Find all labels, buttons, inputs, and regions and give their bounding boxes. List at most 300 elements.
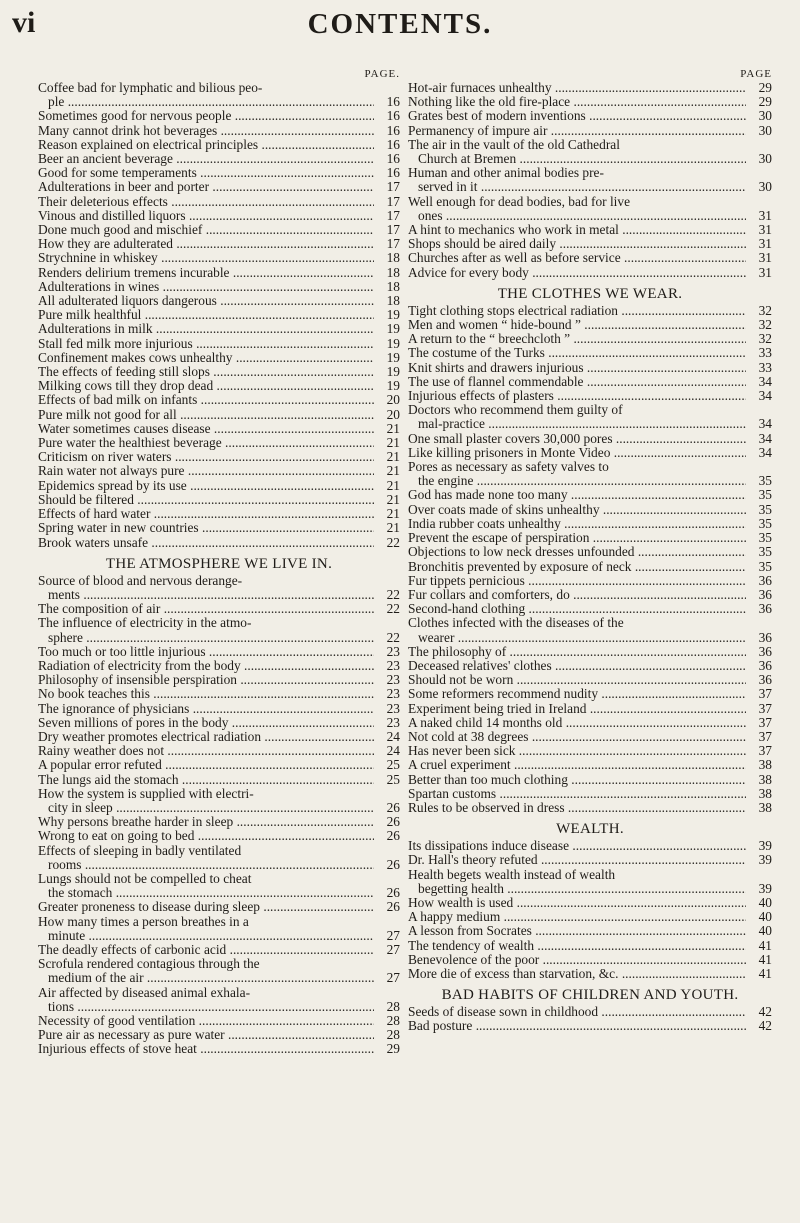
toc-entry-text: Spartan customs ..... — [408, 787, 746, 801]
toc-entry[interactable] — [38, 493, 400, 507]
toc-entry-text: Pure milk healthful ..... — [38, 308, 374, 322]
toc-entry[interactable] — [408, 417, 772, 431]
toc-entry-text: Wrong to eat on going to bed ..... — [38, 829, 374, 843]
toc-entry[interactable] — [38, 308, 400, 322]
toc-entry[interactable] — [38, 294, 400, 308]
toc-entry[interactable] — [408, 631, 772, 645]
toc-entry-page: 22 — [386, 534, 400, 550]
toc-entry[interactable] — [408, 758, 772, 772]
toc-entry[interactable] — [38, 730, 400, 744]
toc-entry-page: 16 — [386, 94, 400, 110]
toc-entry-page: 27 — [386, 941, 400, 957]
toc-entry[interactable] — [408, 531, 772, 545]
toc-entry-text: The tendency of wealth ..... — [408, 939, 746, 953]
toc-entry[interactable] — [38, 687, 400, 701]
toc-entry-text: The air in the vault of the old Cathedral — [408, 136, 620, 152]
toc-entry-page: 16 — [386, 151, 400, 167]
toc-entry-page: 38 — [758, 785, 772, 801]
toc-entry-page: 29 — [386, 1041, 400, 1057]
toc-entry-page: 29 — [758, 94, 772, 110]
toc-entry[interactable] — [38, 365, 400, 379]
toc-entry[interactable] — [408, 560, 772, 574]
toc-entry-text: Not cold at 38 degrees ..... — [408, 730, 746, 744]
toc-entry[interactable] — [408, 730, 772, 744]
toc-entry-page: 31 — [758, 236, 772, 252]
toc-entry-text: No book teaches this ..... — [38, 687, 374, 701]
toc-entry[interactable] — [408, 95, 772, 109]
toc-entry-text: Beer an ancient beverage ..... — [38, 152, 374, 166]
toc-entry[interactable] — [408, 332, 772, 346]
toc-entry[interactable] — [38, 422, 400, 436]
toc-entry[interactable] — [408, 517, 772, 531]
toc-entry-text: Rainy weather does not ..... — [38, 744, 374, 758]
toc-entry-page: 35 — [758, 558, 772, 574]
toc-entry[interactable] — [38, 152, 400, 166]
toc-entry[interactable] — [38, 223, 400, 237]
toc-entry[interactable] — [38, 971, 400, 985]
section-heading: BAD HABITS OF CHILDREN AND YOUTH. — [441, 987, 739, 1004]
toc-entry[interactable] — [408, 602, 772, 616]
toc-entry-text: Shops should be aired daily ..... — [408, 237, 746, 251]
toc-entry[interactable] — [38, 631, 400, 645]
toc-entry[interactable] — [408, 503, 772, 517]
toc-entry-text: Philosophy of insensible perspiration ..... — [38, 673, 374, 687]
toc-entry[interactable] — [38, 180, 400, 194]
toc-entry-page: 26 — [386, 814, 400, 830]
toc-entry[interactable] — [408, 1019, 772, 1033]
toc-entry-page: 41 — [758, 951, 772, 967]
toc-entry-text: The effects of feeding still slops ..... — [38, 365, 374, 379]
toc-entry-text: ple ..... — [38, 95, 374, 109]
toc-entry-text: Their deleterious effects ..... — [38, 195, 374, 209]
toc-entry[interactable] — [38, 858, 400, 872]
toc-entry[interactable] — [408, 787, 772, 801]
toc-entry-text: Pure water the healthiest beverage ..... — [38, 436, 374, 450]
toc-entry-page: 37 — [758, 714, 772, 730]
toc-entry-text: Coffee bad for lymphatic and bilious peo- — [38, 80, 263, 95]
toc-entry-text: Renders delirium tremens incurable ..... — [38, 266, 374, 280]
toc-entry-text: Deceased relatives' clothes ..... — [408, 659, 746, 673]
toc-entry-page: 21 — [386, 520, 400, 536]
toc-entry-page: 19 — [386, 321, 400, 337]
toc-entry-text: Well enough for dead bodies, bad for live — [408, 193, 631, 209]
toc-entry[interactable] — [408, 645, 772, 659]
toc-entry-text: Seven millions of pores in the body ..... — [38, 716, 374, 730]
toc-entry-page: 26 — [386, 899, 400, 915]
toc-entry-page: 36 — [758, 572, 772, 588]
toc-entry-page: 18 — [386, 264, 400, 280]
toc-left-column — [38, 68, 400, 1057]
toc-entry[interactable] — [408, 953, 772, 967]
toc-entry-text: Doctors who recommend them guilty of — [408, 402, 623, 418]
toc-entry-page: 21 — [386, 420, 400, 436]
toc-entry-text: A naked child 14 months old ..... — [408, 716, 746, 730]
toc-entry[interactable] — [38, 138, 400, 152]
toc-entry-text: God has made none too many ..... — [408, 488, 746, 502]
toc-entry-text: Pores as necessary as safety valves to — [408, 459, 609, 475]
toc-entry[interactable] — [408, 152, 772, 166]
toc-entry-text: Dr. Hall's theory refuted ..... — [408, 853, 746, 867]
toc-entry-page: 26 — [386, 856, 400, 872]
toc-entry-text: Human and other animal bodies pre- — [408, 165, 604, 181]
toc-entry-text: More die of excess than starvation, &c. ..... — [408, 967, 746, 981]
toc-entry[interactable] — [408, 744, 772, 758]
toc-entry[interactable] — [408, 209, 772, 223]
toc-entry-text: Knit shirts and drawers injurious ..... — [408, 361, 746, 375]
toc-entry[interactable] — [408, 446, 772, 460]
toc-entry[interactable] — [38, 900, 400, 914]
toc-entry-text: Clothes infected with the diseases of the — [408, 615, 624, 631]
toc-entry[interactable] — [38, 943, 400, 957]
toc-entry-page: 21 — [386, 506, 400, 522]
toc-entry-text: Prevent the escape of perspiration ..... — [408, 531, 746, 545]
toc-entry-text: India rubber coats unhealthy ..... — [408, 517, 746, 531]
toc-entry-page: 39 — [758, 880, 772, 896]
toc-entry-text: ments ..... — [38, 588, 374, 602]
toc-entry-page: 23 — [386, 672, 400, 688]
toc-entry-page: 37 — [758, 743, 772, 759]
toc-entry[interactable] — [38, 602, 400, 616]
toc-entry-page: 36 — [758, 657, 772, 673]
toc-entry[interactable] — [408, 910, 772, 924]
page-column-label: PAGE. — [364, 68, 400, 80]
toc-entry[interactable] — [38, 479, 400, 493]
toc-entry-page: 38 — [758, 757, 772, 773]
toc-entry-text: Should not be worn ..... — [408, 673, 746, 687]
toc-entry[interactable] — [408, 659, 772, 673]
toc-entry[interactable] — [408, 266, 772, 280]
toc-entry-page: 21 — [386, 477, 400, 493]
toc-entry[interactable] — [38, 1014, 400, 1028]
toc-entry-page: 42 — [758, 1018, 772, 1034]
toc-entry-text: Its dissipations induce disease ..... — [408, 839, 746, 853]
toc-entry-page: 23 — [386, 657, 400, 673]
toc-entry-page: 35 — [758, 530, 772, 546]
toc-entry[interactable] — [38, 351, 400, 365]
toc-entry[interactable] — [38, 379, 400, 393]
toc-entry-page: 33 — [758, 359, 772, 375]
toc-entry-text: Hot-air furnaces unhealthy ..... — [408, 81, 746, 95]
toc-entry-text: Milking cows till they drop dead ..... — [38, 379, 374, 393]
toc-entries — [38, 81, 400, 1057]
toc-entry-text: served in it ..... — [408, 180, 746, 194]
toc-entry[interactable] — [38, 659, 400, 673]
toc-entry-page: 39 — [758, 838, 772, 854]
toc-entry-text: Stall fed milk more injurious ..... — [38, 337, 374, 351]
toc-entry-page: 22 — [386, 586, 400, 602]
toc-entry-page: 17 — [386, 222, 400, 238]
toc-entry[interactable] — [38, 237, 400, 251]
toc-entry-text: Should be filtered ..... — [38, 493, 374, 507]
toc-entry[interactable] — [408, 939, 772, 953]
toc-entry-text: Benevolence of the poor ..... — [408, 953, 746, 967]
toc-entry-page: 40 — [758, 894, 772, 910]
toc-entry-text: Bronchitis prevented by exposure of neck ..... — [408, 560, 746, 574]
toc-entry-text: Fur collars and comforters, do ..... — [408, 588, 746, 602]
toc-entry-text: Why persons breathe harder in sleep ..... — [38, 815, 374, 829]
toc-entry[interactable] — [38, 702, 400, 716]
toc-entry-text: Radiation of electricity from the body ..... — [38, 659, 374, 673]
toc-entry-page: 31 — [758, 222, 772, 238]
toc-entry-page: 38 — [758, 799, 772, 815]
toc-entry[interactable] — [38, 1000, 400, 1014]
toc-entry-page: 30 — [758, 108, 772, 124]
section-heading: THE ATMOSPHERE WE LIVE IN. — [105, 555, 333, 572]
toc-entry[interactable] — [408, 361, 772, 375]
toc-entry-text: Men and women “ hide-bound ” ..... — [408, 318, 746, 332]
toc-entry[interactable] — [38, 716, 400, 730]
toc-entry-text: The costume of the Turks ..... — [408, 346, 746, 360]
toc-entry-page: 41 — [758, 965, 772, 981]
toc-entry[interactable] — [408, 389, 772, 403]
toc-entry[interactable] — [408, 588, 772, 602]
toc-entry[interactable] — [38, 195, 400, 209]
toc-entry[interactable] — [38, 464, 400, 478]
toc-entry-page: 31 — [758, 250, 772, 266]
toc-entry[interactable] — [408, 237, 772, 251]
toc-entry-text: Nothing like the old fire-place ..... — [408, 95, 746, 109]
toc-entry-text: Necessity of good ventilation ..... — [38, 1014, 374, 1028]
toc-entry[interactable] — [38, 507, 400, 521]
toc-entry-text: A popular error refuted ..... — [38, 758, 374, 772]
toc-entry[interactable] — [38, 450, 400, 464]
toc-entry-page: 22 — [386, 629, 400, 645]
toc-entry[interactable] — [38, 408, 400, 422]
toc-entry-text: Good for some temperaments ..... — [38, 166, 374, 180]
toc-entry[interactable] — [38, 95, 400, 109]
toc-entry-text: A cruel experiment ..... — [408, 758, 746, 772]
toc-entry[interactable] — [38, 1028, 400, 1042]
toc-entry-page: 20 — [386, 406, 400, 422]
toc-entry-text: How many times a person breathes in a — [38, 913, 249, 929]
page-title: CONTENTS. — [307, 8, 493, 40]
toc-entry-text: Dry weather promotes electrical radiation ..... — [38, 730, 374, 744]
toc-entries — [408, 81, 772, 1034]
toc-entry[interactable] — [408, 673, 772, 687]
toc-entry-text: Source of blood and nervous derange- — [38, 572, 243, 588]
toc-entry-page: 36 — [758, 643, 772, 659]
toc-entry-text: All adulterated liquors dangerous ..... — [38, 294, 374, 308]
toc-entry-page: 27 — [386, 927, 400, 943]
toc-entry[interactable] — [38, 209, 400, 223]
toc-entry-page: 21 — [386, 491, 400, 507]
toc-entry-text: Adulterations in wines ..... — [38, 280, 374, 294]
toc-entry-page: 32 — [758, 331, 772, 347]
toc-entry[interactable] — [408, 801, 772, 815]
toc-entry[interactable] — [408, 1005, 772, 1019]
toc-entry[interactable] — [38, 280, 400, 294]
toc-entry-text: Church at Bremen ..... — [408, 152, 746, 166]
toc-entry-page: 18 — [386, 250, 400, 266]
toc-entry[interactable] — [408, 773, 772, 787]
toc-entry-page: 42 — [758, 1004, 772, 1020]
toc-entry-page: 36 — [758, 601, 772, 617]
toc-entry-page: 32 — [758, 302, 772, 318]
toc-entry[interactable] — [408, 882, 772, 896]
toc-entry-text: Brook waters unsafe ..... — [38, 536, 374, 550]
page-column-label: PAGE — [740, 68, 772, 80]
toc-entry-text: Pure air as necessary as pure water ..... — [38, 1028, 374, 1042]
toc-entry[interactable] — [38, 673, 400, 687]
toc-entry-page: 19 — [386, 349, 400, 365]
toc-entry-text: How the system is supplied with electri- — [38, 785, 254, 801]
toc-entry-page: 36 — [758, 586, 772, 602]
toc-entry-page: 20 — [386, 392, 400, 408]
toc-entry[interactable] — [408, 574, 772, 588]
toc-entry-text: Like killing prisoners in Monte Video ..... — [408, 446, 746, 460]
toc-entry[interactable] — [38, 266, 400, 280]
section-heading: WEALTH. — [556, 821, 624, 838]
toc-entry-text: minute ..... — [38, 929, 374, 943]
toc-entry-text: Spring water in new countries ..... — [38, 521, 374, 535]
toc-entry[interactable] — [408, 488, 772, 502]
toc-entry[interactable] — [38, 929, 400, 943]
toc-entry-text: Churches after as well as before service ..... — [408, 251, 746, 265]
toc-entry[interactable] — [38, 393, 400, 407]
toc-entry[interactable] — [38, 773, 400, 787]
toc-entry[interactable] — [38, 886, 400, 900]
toc-entry-text: Effects of hard water ..... — [38, 507, 374, 521]
toc-entry-text: Fur tippets pernicious ..... — [408, 574, 746, 588]
toc-entry[interactable] — [408, 180, 772, 194]
toc-entry[interactable] — [38, 744, 400, 758]
toc-entry-text: Epidemics spread by its use ..... — [38, 479, 374, 493]
toc-entry-page: 37 — [758, 686, 772, 702]
toc-entry-page: 39 — [758, 852, 772, 868]
toc-entry-text: One small plaster covers 30,000 pores ..... — [408, 432, 746, 446]
toc-entry[interactable] — [38, 166, 400, 180]
toc-entry-page: 29 — [758, 80, 772, 95]
toc-entry[interactable] — [408, 223, 772, 237]
toc-entry-text: sphere ..... — [38, 631, 374, 645]
toc-entry-text: Over coats made of skins unhealthy ..... — [408, 503, 746, 517]
toc-entry[interactable] — [38, 758, 400, 772]
toc-entry[interactable] — [38, 521, 400, 535]
toc-entry[interactable] — [38, 815, 400, 829]
toc-entry-page: 16 — [386, 108, 400, 124]
toc-entry-text: Sometimes good for nervous people ..... — [38, 109, 374, 123]
toc-entry[interactable] — [408, 967, 772, 981]
toc-entry-page: 38 — [758, 771, 772, 787]
toc-entry-text: Adulterations in milk ..... — [38, 322, 374, 336]
toc-entry[interactable] — [408, 545, 772, 559]
toc-entry-page: 33 — [758, 345, 772, 361]
toc-entry[interactable] — [38, 322, 400, 336]
toc-entry-page: 26 — [386, 799, 400, 815]
toc-entry-text: medium of the air ..... — [38, 971, 374, 985]
toc-entry[interactable] — [408, 896, 772, 910]
toc-entry[interactable] — [408, 124, 772, 138]
toc-entry-page: 28 — [386, 1027, 400, 1043]
toc-entry[interactable] — [408, 432, 772, 446]
toc-right-column — [408, 68, 772, 1034]
toc-entry-page: 37 — [758, 700, 772, 716]
toc-entry-text: The influence of electricity in the atmo- — [38, 615, 252, 631]
toc-entry-text: Strychnine in whiskey ..... — [38, 251, 374, 265]
toc-entry-text: Done much good and mischief ..... — [38, 223, 374, 237]
toc-entry-text: Vinous and distilled liquors ..... — [38, 209, 374, 223]
toc-entry-page: 18 — [386, 293, 400, 309]
toc-entry-text: wearer ..... — [408, 631, 746, 645]
toc-entry-page: 17 — [386, 207, 400, 223]
toc-entry-text: Pure milk not good for all ..... — [38, 408, 374, 422]
toc-entry-page: 31 — [758, 207, 772, 223]
toc-entry[interactable] — [38, 124, 400, 138]
section-heading: THE CLOTHES WE WEAR. — [497, 285, 683, 302]
toc-entry[interactable] — [38, 1042, 400, 1056]
toc-entry[interactable] — [408, 251, 772, 265]
toc-entry[interactable] — [408, 716, 772, 730]
toc-entry[interactable] — [408, 853, 772, 867]
toc-entry-page: 30 — [758, 122, 772, 138]
toc-entry-page: 30 — [758, 151, 772, 167]
toc-entry-page: 40 — [758, 909, 772, 925]
toc-entry[interactable] — [38, 829, 400, 843]
toc-entry[interactable] — [408, 702, 772, 716]
toc-entry-text: Injurious effects of plasters ..... — [408, 389, 746, 403]
toc-entry-page: 21 — [386, 463, 400, 479]
toc-entry-text: A return to the “ breechcloth ” ..... — [408, 332, 746, 346]
toc-entry[interactable] — [408, 346, 772, 360]
toc-entry-page: 30 — [758, 179, 772, 195]
toc-entry-page: 27 — [386, 970, 400, 986]
toc-entry[interactable] — [408, 109, 772, 123]
toc-entry-text: Rules to be observed in dress ..... — [408, 801, 746, 815]
toc-entry[interactable] — [408, 474, 772, 488]
toc-entry-text: The composition of air ..... — [38, 602, 374, 616]
toc-entry[interactable] — [38, 588, 400, 602]
toc-entry[interactable] — [38, 109, 400, 123]
toc-entry-page: 17 — [386, 179, 400, 195]
toc-entry[interactable] — [408, 687, 772, 701]
toc-entry-text: Objections to low neck dresses unfounded ..... — [408, 545, 746, 559]
toc-entry-page: 25 — [386, 771, 400, 787]
toc-entry-text: Better than too much clothing ..... — [408, 773, 746, 787]
toc-entry[interactable] — [38, 801, 400, 815]
toc-entry[interactable] — [38, 436, 400, 450]
toc-entry[interactable] — [408, 839, 772, 853]
toc-entry-page: 23 — [386, 643, 400, 659]
toc-entry-text: A happy medium ..... — [408, 910, 746, 924]
toc-entry-page: 16 — [386, 122, 400, 138]
toc-entry-page: 35 — [758, 515, 772, 531]
toc-entry-text: The deadly effects of carbonic acid ..... — [38, 943, 374, 957]
toc-entry[interactable] — [408, 924, 772, 938]
toc-entry-page: 28 — [386, 998, 400, 1014]
toc-entry-page: 16 — [386, 165, 400, 181]
toc-entry[interactable] — [408, 81, 772, 95]
toc-entry-text: city in sleep ..... — [38, 801, 374, 815]
toc-entry-page: 25 — [386, 757, 400, 773]
toc-entry-text: Advice for every body ..... — [408, 266, 746, 280]
toc-entry-text: The ignorance of physicians ..... — [38, 702, 374, 716]
toc-entry-text: A lesson from Socrates ..... — [408, 924, 746, 938]
toc-entry-page: 35 — [758, 473, 772, 489]
toc-entry-page: 23 — [386, 714, 400, 730]
toc-entry[interactable] — [38, 536, 400, 550]
toc-entry-page: 19 — [386, 364, 400, 380]
toc-entry[interactable] — [408, 304, 772, 318]
toc-entry-text: Greater proneness to disease during sleep ..... — [38, 900, 374, 914]
toc-entry-page: 36 — [758, 629, 772, 645]
toc-entry[interactable] — [38, 645, 400, 659]
toc-entry[interactable] — [408, 318, 772, 332]
toc-entry-text: Adulterations in beer and porter ..... — [38, 180, 374, 194]
toc-entry[interactable] — [38, 337, 400, 351]
toc-entry[interactable] — [408, 375, 772, 389]
toc-entry-text: The use of flannel commendable ..... — [408, 375, 746, 389]
toc-entry[interactable] — [38, 251, 400, 265]
